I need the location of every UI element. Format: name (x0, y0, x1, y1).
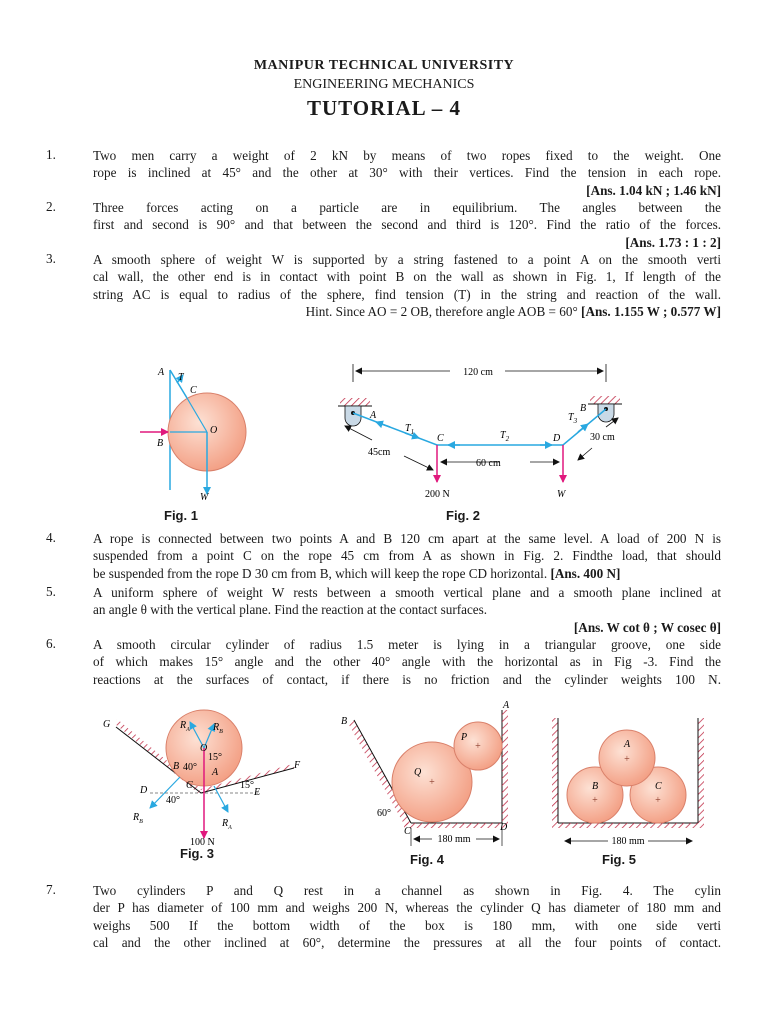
label-c: C (186, 780, 193, 791)
label-ra-sub: A (186, 727, 190, 733)
label-rb2-sub: B (139, 819, 143, 825)
hint: Hint. Since AO = 2 OB, therefore angle AOB = 60° (305, 304, 578, 320)
label-b: B (157, 438, 164, 449)
label-180mm: 180 mm (437, 834, 471, 845)
label-c: C (437, 433, 444, 444)
label-30cm: 30 cm (590, 432, 615, 443)
figure-1 (140, 367, 246, 503)
question-line: A smooth circular cylinder of radius 1.5 meter is lying in a triangular groove, one side (93, 637, 721, 652)
base-hatch (404, 823, 508, 828)
label-rb-sub: B (219, 729, 223, 735)
center-mark-b: + (592, 795, 598, 806)
label-q: Q (414, 767, 422, 778)
question-line: cal and the other inclined at 60°, determine the pressures at all the four points of contact. (93, 935, 721, 951)
question-line: first and second is 90° and that between the second and third is 120°. Find the ratio of the forces. (93, 217, 721, 233)
label-w: W (557, 489, 566, 500)
figure-4 (341, 700, 510, 846)
label-45cm: 45cm (368, 447, 391, 458)
label-t3 (568, 412, 578, 425)
support-a-bracket (345, 406, 361, 426)
label-c: C (190, 385, 197, 396)
label-g: G (103, 719, 111, 730)
label-ra-main: R (180, 720, 187, 731)
right-wall-hatch (698, 718, 704, 823)
question-line: A rope is connected between two points A and B 120 cm apart at the same level. A load of 200 N is (93, 531, 721, 546)
ra-line (214, 786, 228, 812)
question-number: 2. (46, 199, 56, 214)
question-line: an angle θ with the vertical plane. Find the reaction at the contact surfaces. (93, 602, 488, 618)
label-o: O (210, 425, 218, 436)
support-b-hatch (590, 396, 620, 404)
figure-5 (552, 718, 704, 847)
label-b: B (580, 403, 587, 414)
label-t2-main: T (500, 430, 506, 441)
answer: [Ans. 1.04 kN ; 1.46 kN] (586, 182, 721, 198)
label-a: A (503, 700, 510, 711)
span-label: 120 cm (463, 367, 493, 378)
label-15deg-b: 15° (240, 780, 254, 791)
label-a: A (212, 767, 219, 778)
center-mark-p: + (475, 741, 481, 752)
t1-arrow-a (376, 422, 390, 427)
label-ra2 (221, 818, 232, 831)
label-100n: 100 N (190, 837, 215, 848)
label-t3-main: T (568, 412, 574, 423)
label-t2-sub: 2 (505, 435, 510, 443)
label-60cm: 60 cm (476, 458, 501, 469)
label-40deg: 40° (183, 762, 197, 773)
center-mark-a: + (624, 754, 630, 765)
question-line: A smooth sphere of weight W is supported by a string fastened to a point A on the smooth verti (93, 252, 721, 267)
label-d: D (140, 785, 148, 796)
label-rb-main: R (213, 722, 220, 733)
label-w: W (200, 492, 209, 503)
left-wall-hatch (552, 718, 558, 823)
figure-2 (338, 364, 622, 500)
caption-fig4: Fig. 4 (410, 852, 444, 867)
label-rb2-main: R (133, 812, 140, 823)
question-number: 4. (46, 530, 56, 545)
subject-title: ENGINEERING MECHANICS (293, 77, 475, 92)
question-line: be suspended from the rope D 30 cm from B, which will keep the rope CD horizontal. (93, 565, 548, 581)
center-mark-q: + (429, 777, 435, 788)
label-e: E (254, 787, 261, 798)
label-15deg: 15° (208, 752, 222, 763)
label-40deg-b: 40° (166, 795, 180, 806)
label-t3-sub: 3 (573, 417, 578, 425)
question-line: cal wall, the other end is in contact with point B on the wall as shown in Fig. 1, If length of the (93, 269, 721, 285)
question-line: of which makes 15° angle and the other 40° angle with the horizontal as in Fig -3. Find the (93, 654, 721, 670)
label-t1-main: T (405, 423, 411, 434)
question-line: suspended from a point C on the rope 45 cm from A as shown in Fig. 2. Findthe load, that should (93, 548, 721, 564)
question-line: Two cylinders P and Q rest in a channel as shown in Fig. 4. The cylin (93, 883, 721, 898)
label-c: C (655, 781, 662, 792)
label-t: T (178, 372, 184, 383)
answer: [Ans. W cot θ ; W cosec θ] (573, 619, 721, 635)
question-line: string AC is equal to radius of the sphere, find tension (T) in the string and reaction of the wall. (93, 286, 721, 302)
dim-30 (578, 448, 592, 460)
question-number: 5. (46, 584, 56, 599)
question-line: Three forces acting on a particle are in equilibrium. The angles between the (93, 200, 721, 215)
support-a-hatch (340, 398, 370, 406)
label-t1-sub: 1 (410, 428, 415, 436)
dim-45 (404, 456, 433, 470)
label-b: B (592, 781, 599, 792)
vertical-wall-hatch (502, 710, 508, 823)
question-number: 6. (46, 636, 56, 651)
label-p: P (461, 732, 468, 743)
label-a: A (158, 367, 165, 378)
university-name: MANIPUR TECHNICAL UNIVERSITY (253, 58, 515, 73)
label-d: D (553, 433, 561, 444)
label-ra2-sub: A (228, 825, 232, 831)
label-rb2 (132, 812, 143, 825)
question-line: A uniform sphere of weight W rests between a smooth vertical plane and a smooth plane inclined at (93, 585, 721, 600)
label-b: B (341, 716, 348, 727)
label-a: A (624, 739, 631, 750)
label-a: A (370, 410, 377, 421)
question-line: rope is inclined at 45° and the other at 30° with their vertices. Find the tension in each rope. (93, 165, 721, 181)
answer: [Ans. 1.73 : 1 : 2] (625, 234, 721, 250)
label-t2 (500, 430, 510, 443)
question-number: 3. (46, 251, 56, 266)
label-200n: 200 N (425, 489, 450, 500)
question-line: weighs 500 If the bottom width of the box is 180 mm, with one side verti (93, 917, 721, 933)
caption-fig2: Fig. 2 (446, 508, 480, 523)
caption-fig1: Fig. 1 (164, 508, 198, 523)
answer: [Ans. 1.155 W ; 0.577 W] (581, 304, 721, 320)
label-c: C (404, 826, 411, 837)
dim-45 (345, 426, 372, 440)
answer: [Ans. 400 N] (550, 565, 621, 581)
question-number: 1. (46, 147, 56, 162)
center-mark-c: + (655, 795, 661, 806)
question-number: 7. (46, 882, 56, 897)
label-d: D (500, 822, 508, 833)
question-line: reactions at the surfaces of contact, if there is no friction and the cylinder weights 100 N. (93, 671, 721, 687)
question-line: Two men carry a weight of 2 kN by means of two ropes fixed to the weight. One (93, 148, 721, 163)
tutorial-title: TUTORIAL – 4 (307, 96, 461, 120)
label-180mm: 180 mm (611, 836, 645, 847)
caption-fig3: Fig. 3 (180, 846, 214, 861)
label-o: O (200, 743, 208, 754)
label-60deg: 60° (377, 808, 391, 819)
base-hatch (552, 823, 704, 828)
figure-3 (103, 710, 301, 848)
label-ra2-main: R (222, 818, 229, 829)
label-b: B (173, 761, 180, 772)
label-f: F (294, 760, 301, 771)
question-line: der P has diameter of 100 mm and weighs 200 N, whereas the cylinder Q has diameter of 180 mm and (93, 900, 721, 916)
caption-fig5: Fig. 5 (602, 852, 636, 867)
t3-arrow (578, 424, 588, 432)
